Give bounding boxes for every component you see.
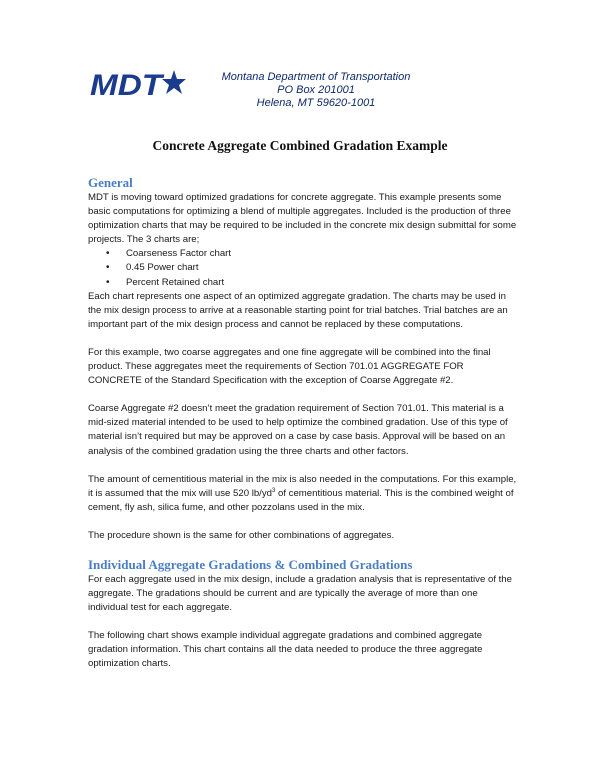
- address-block: [196, 71, 436, 110]
- paragraph: Each chart represents one aspect of an optimized aggregate gradation. The charts may be used in the mix design process to arrive at a reasonable starting point for trial batches. Trial batches are an important part of the mix design process and cannot be replaced by these computations.: [88, 290, 508, 330]
- superscript: 3: [271, 487, 276, 494]
- charts-list: [88, 247, 518, 289]
- mdt-logo: [88, 68, 188, 100]
- section-heading-general: General: [88, 175, 133, 190]
- paragraph: The following chart shows example individual aggregate gradations and combined aggregate gradation information. This chart contains all the data needed to produce the three aggregate optimization charts.: [88, 630, 483, 670]
- page-title: Concrete Aggregate Combined Gradation Example: [152, 138, 448, 153]
- po-box: PO Box 201001: [277, 84, 355, 96]
- org-name: Montana Department of Transportation: [221, 71, 411, 83]
- paragraph: The procedure shown is the same for other combinations of aggregates.: [88, 529, 395, 541]
- list-item: • Coarseness Factor chart: [126, 247, 518, 261]
- text-run: of cementitious material. This is the combined weight of cement, fly ash, silica fume, and other pozzolans used in the mix.: [88, 487, 514, 513]
- document-body: [88, 175, 518, 686]
- star-icon: [162, 70, 186, 94]
- general-intro: MDT is moving toward optimized gradations for concrete aggregate. This example presents some basic computations for optimizing a blend of multiple aggregates. Included is the production of three optimization charts that may be required to be included in the concrete mix design submittal for some projects. The 3 charts are;: [88, 192, 517, 246]
- list-item: • Percent Retained chart: [126, 276, 518, 290]
- paragraph: For each aggregate used in the mix design, include a gradation analysis that is representative of the aggregate. The gradations should be current and are typically the average of more than one individual test for each aggregate.: [88, 573, 512, 614]
- city-line: Helena, MT 59620-1001: [256, 97, 376, 109]
- section-heading-gradations: Individual Aggregate Gradations & Combined Gradations: [88, 556, 413, 572]
- letterhead: [88, 68, 508, 116]
- paragraph-cementitious: [88, 473, 518, 515]
- paragraph: For this example, two coarse aggregates and one fine aggregate will be combined into the final product. These aggregates meet the requirements of Section 701.01 AGGREGATE FOR CONCRETE of the Standard Specification with the exception of Coarse Aggregate #2.: [88, 346, 491, 387]
- text-run: The amount of cementitious material in the mix is also needed in the computations. For this example, it is assumed that the mix will use 520 lb/yd: [88, 473, 517, 499]
- logo-text: MDT: [90, 69, 165, 100]
- paragraph: Coarse Aggregate #2 doesn’t meet the gradation requirement of Section 701.01. This material is a mid-sized material intended to be used to help optimize the combined gradation. Use of this type of material isn’t required but may be approved on a case by case basis. Approval will be based on an analysis of the combined gradation using the three charts and other factors.: [88, 403, 508, 457]
- list-item: • 0.45 Power chart: [126, 261, 518, 275]
